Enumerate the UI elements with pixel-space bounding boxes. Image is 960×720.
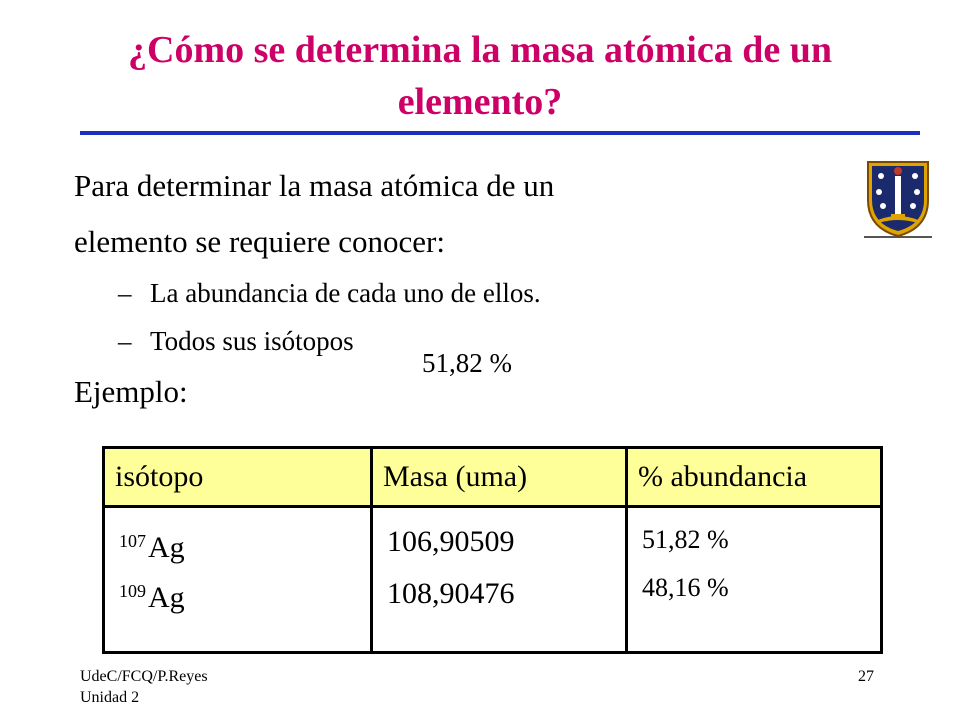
intro-line-2: elemento se requiere conocer: (74, 224, 445, 259)
abundance-cell (627, 507, 882, 653)
title-line-1: ¿Cómo se determina la masa atómica de un (128, 29, 832, 71)
mass-ag107: 106,90509 (387, 525, 515, 558)
page-number: 27 (858, 668, 874, 685)
abundance-ag107: 51,82 % (642, 525, 729, 554)
mass-number: 107 (119, 531, 146, 551)
element-symbol: Ag (148, 581, 185, 614)
bullet-dash: – (118, 278, 132, 308)
title-underline (80, 131, 920, 135)
bullet-text: La abundancia de cada uno de ellos. (150, 278, 541, 308)
title-line-2: elemento? (397, 81, 563, 123)
slide-title (40, 24, 920, 128)
header-mass: Masa (uma) (372, 448, 627, 507)
header-abundance: % abundancia (627, 448, 882, 507)
footer-credit (80, 666, 208, 708)
overlay-percentage: 51,82 % (422, 348, 512, 378)
bullet-isotopes (118, 324, 354, 358)
abundance-ag109: 48,16 % (642, 573, 729, 602)
isotope-ag107 (119, 516, 370, 566)
footer-line-2: Unidad 2 (80, 689, 140, 706)
table-header-row (104, 448, 882, 507)
table-row (104, 507, 882, 653)
example-label: Ejemplo: (74, 374, 188, 409)
isotope-table (102, 446, 883, 654)
intro-line-1: Para determinar la masa atómica de un (74, 168, 555, 203)
isotope-ag109 (119, 566, 370, 616)
bullet-abundance (118, 276, 541, 310)
mass-ag109: 108,90476 (387, 577, 515, 610)
university-crest-icon (864, 160, 932, 240)
element-symbol: Ag (148, 531, 185, 564)
bullet-dash: – (118, 326, 132, 356)
bullet-text: Todos sus isótopos (150, 326, 354, 356)
header-isotope: isótopo (104, 448, 372, 507)
mass-number: 109 (119, 581, 146, 601)
mass-cell (372, 507, 627, 653)
isotope-cell (104, 507, 372, 653)
footer-line-1: UdeC/FCQ/P.Reyes (80, 668, 208, 685)
